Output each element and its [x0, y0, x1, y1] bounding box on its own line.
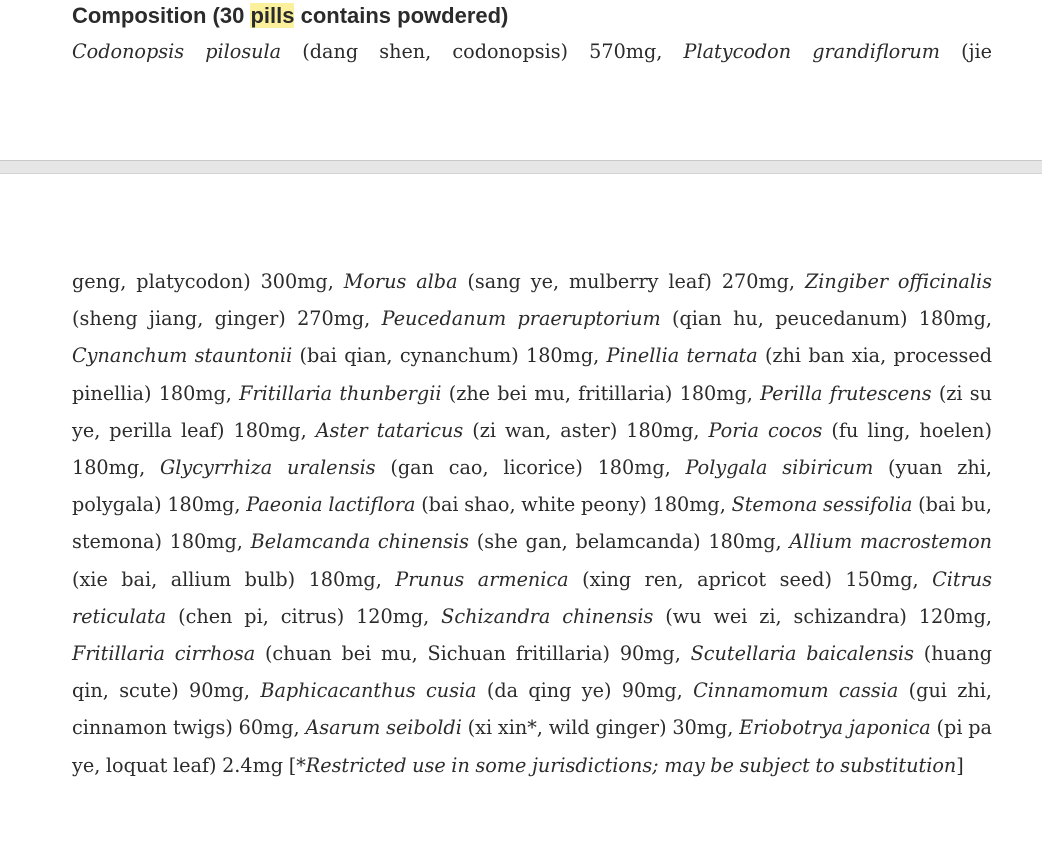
- herb-detail: (da qing ye) 90mg,: [476, 679, 694, 703]
- herb-detail: (chen pi, citrus) 120mg,: [166, 604, 442, 628]
- composition-body-paragraph: [72, 263, 992, 784]
- herb-detail: (qian hu, peucedanum) 180mg,: [660, 307, 993, 331]
- heading-suffix: contains powdered): [294, 3, 509, 28]
- herb-detail: geng, platycodon) 300mg,: [72, 270, 344, 293]
- herb-latin-name: Schizandra chinensis: [441, 604, 654, 628]
- highlighted-word: pills: [250, 3, 295, 28]
- herb-detail: (huang qin, scute) 90mg,: [72, 642, 992, 703]
- herb-latin-name: Baphicacanthus cusia: [260, 679, 477, 703]
- herb-latin-name: Asarum seiboldi: [305, 716, 462, 740]
- page-break-divider: [0, 160, 1042, 174]
- herb-detail: (wu wei zi, schizandra) 120mg,: [653, 604, 992, 628]
- herb-detail: (xing ren, apricot seed) 150mg,: [568, 567, 933, 591]
- note-bracket-close: ]: [956, 753, 964, 777]
- herb-latin-name: Morus alba: [343, 270, 458, 293]
- herb-latin-name: Cinnamomum cassia: [693, 679, 899, 703]
- herb-detail: (sang ye, mulberry leaf) 270mg,: [457, 270, 805, 293]
- composition-heading: [72, 2, 508, 30]
- herb-detail: (zi su ye, perilla leaf) 180mg,: [72, 381, 992, 442]
- herb-latin-name: Fritillaria thunbergii: [239, 381, 442, 405]
- herb-detail: (zhi ban xia, processed pinellia) 180mg,: [72, 344, 992, 405]
- restriction-footnote: *Restricted use in some jurisdictions; may be subject to substitution: [296, 753, 957, 777]
- herb-latin-name: Scutellaria baicalensis: [690, 642, 914, 666]
- herb-detail: (jie: [939, 40, 992, 63]
- herb-latin-name: Pinellia ternata: [606, 344, 758, 368]
- herb-detail: (bai shao, white peony) 180mg,: [415, 493, 732, 517]
- herb-latin-name: Fritillaria cirrhosa: [72, 642, 256, 666]
- herb-latin-name: Peucedanum praeruptorium: [381, 307, 661, 331]
- herb-detail: (fu ling, hoelen) 180mg,: [72, 418, 992, 480]
- herb-detail: (sheng jiang, ginger) 270mg,: [72, 307, 382, 331]
- herb-latin-name: Prunus armenica: [395, 567, 569, 591]
- herb-latin-name: Poria cocos: [708, 418, 823, 442]
- herb-detail: (chuan bei mu, Sichuan fritillaria) 90mg,: [255, 642, 691, 666]
- herb-latin-name: Cynanchum stauntonii: [72, 344, 293, 368]
- herb-detail: (xi xin*, wild ginger) 30mg,: [461, 716, 740, 740]
- herb-latin-name: Eriobotrya japonica: [739, 716, 931, 740]
- herb-detail: (xie bai, allium bulb) 180mg,: [72, 567, 396, 591]
- herb-latin-name: Zingiber officinalis: [804, 270, 992, 293]
- herb-latin-name: Aster tataricus: [315, 418, 464, 442]
- note-bracket-open: [: [288, 753, 297, 777]
- herb-latin-name: Paeonia lactiflora: [246, 493, 416, 517]
- herb-detail: (gan cao, licorice) 180mg,: [375, 456, 686, 480]
- herb-latin-name: Stemona sessifolia: [731, 493, 913, 517]
- herb-detail: (zhe bei mu, fritillaria) 180mg,: [441, 381, 761, 405]
- herb-detail: (zi wan, aster) 180mg,: [463, 418, 709, 442]
- herb-detail: (she gan, belamcanda) 180mg,: [469, 530, 790, 554]
- herb-latin-name: Allium macrostemon: [789, 530, 993, 554]
- herb-latin-name: Belamcanda chinensis: [250, 530, 470, 554]
- herb-detail: (pi pa ye, loquat leaf) 2.4mg: [72, 716, 992, 777]
- herb-latin-name: Codonopsis pilosula: [72, 40, 282, 63]
- composition-first-line: [72, 33, 992, 71]
- herb-detail: (bai bu, stemona) 180mg,: [72, 493, 992, 554]
- herb-detail: (bai qian, cynanchum) 180mg,: [292, 344, 607, 368]
- herb-detail: (yuan zhi, polygala) 180mg,: [72, 456, 992, 517]
- herb-latin-name: Polygala sibiricum: [685, 456, 874, 480]
- herb-detail: (gui zhi, cinnamon twigs) 60mg,: [72, 679, 992, 740]
- herb-latin-name: Perilla frutescens: [760, 381, 932, 405]
- herb-detail: (dang shen, codonopsis) 570mg,: [281, 40, 684, 63]
- heading-prefix: Composition (30: [72, 3, 251, 28]
- herb-latin-name: Citrus reticulata: [72, 567, 992, 628]
- herb-latin-name: Glycyrrhiza uralensis: [159, 456, 376, 480]
- herb-latin-name: Platycodon grandiflorum: [683, 40, 940, 63]
